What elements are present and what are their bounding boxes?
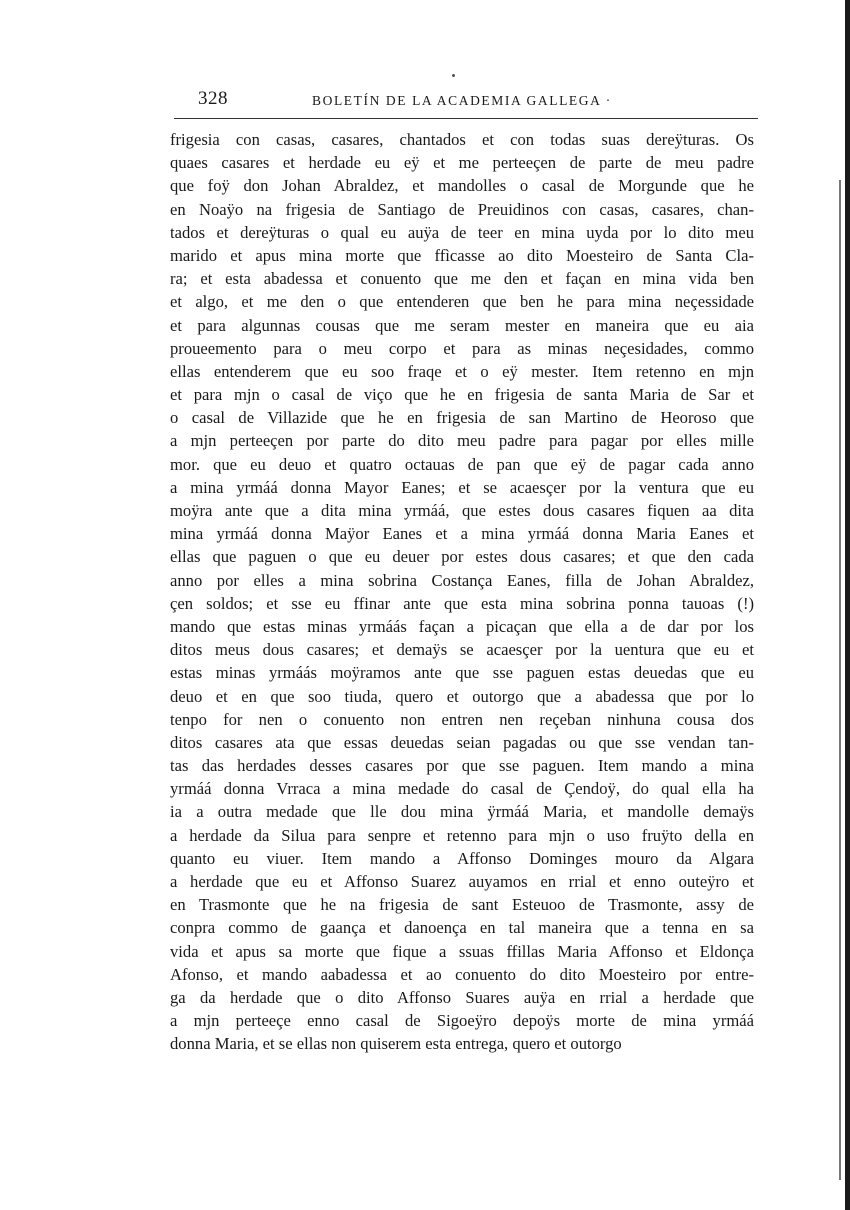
- text-line: et para algunnas cousas que me seram mester en maneira que eu aia: [170, 315, 754, 335]
- running-head: BOLETÍN DE LA ACADEMIA GALLEGA ·: [312, 93, 612, 108]
- text-line: en Trasmonte que he na frigesia de sant Esteuoo de Trasmonte, assy de: [170, 895, 754, 915]
- text-line: ditos casares ata que essas deuedas seian pagadas ou que sse vendan tan-: [170, 732, 754, 752]
- text-line: tas das herdades desses casares por que sse paguen. Item mando a mina: [170, 756, 754, 776]
- text-line: o casal de Villazide que he en frigesia de san Martino de Heoroso que: [170, 408, 754, 428]
- text-line: tados et dereÿturas o qual eu auÿa de teer en mina uyda por lo dito meu: [170, 222, 754, 242]
- text-line: ga da herdade que o dito Affonso Suares auÿa en rrial a herdade que: [170, 987, 754, 1007]
- page-number: 328: [198, 88, 228, 109]
- text-line: quanto eu viuer. Item mando a Affonso Dominges mouro da Algara: [170, 848, 754, 868]
- text-line: donna Maria, et se ellas non quiserem esta entrega, quero et outorgo: [170, 1034, 622, 1054]
- text-line: proueemento para o meu corpo et para as minas neçesidades, commo: [170, 338, 754, 358]
- text-line: a mjn perteeçen por parte do dito meu padre para pagar por elles mille: [170, 431, 754, 451]
- scan-edge-border: [845, 0, 850, 1210]
- text-line: deuo et en que soo tiuda, quero et outorgo que a abadessa que por lo: [170, 686, 754, 706]
- text-line: mor. que eu deuo et quatro octauas de pan que eÿ de pagar cada anno: [170, 454, 754, 474]
- text-line: ellas que paguen o que eu deuer por estes dous casares; et que den cada: [170, 547, 754, 567]
- text-line: quaes casares et herdade eu eÿ et me perteeçen de parte de meu padre: [170, 153, 754, 173]
- text-line: ditos meus dous casares; et demaÿs se acaesçer por la uentura que eu et: [170, 640, 754, 660]
- text-line: frigesia con casas, casares, chantados et con todas suas dereÿturas. Os: [170, 130, 754, 149]
- page-header: [174, 88, 758, 119]
- scan-edge-line: [839, 180, 841, 1180]
- text-line: yrmáá donna Vrraca a mina medade do casal de Çendoÿ, do qual ella ha: [170, 779, 754, 799]
- text-line: a herdade da Silua para senpre et retenno para mjn o uso fruÿto della en: [170, 825, 754, 845]
- text-line: mina yrmáá donna Maÿor Eanes et a mina yrmáá donna Maria Eanes et: [170, 524, 754, 544]
- body-text: [170, 128, 754, 1056]
- text-line: Afonso, et mando aabadessa et ao conuento do dito Moesteiro por entre-: [170, 964, 754, 984]
- text-line: çen soldos; et sse eu ffinar ante que esta mina sobrina ponna tauoas (!): [170, 593, 754, 613]
- text-line: en Noaÿo na frigesia de Santiago de Preuidinos con casas, casares, chan-: [170, 199, 754, 219]
- text-line: et para mjn o casal de viço que he en frigesia de santa Maria de Sar et: [170, 385, 754, 405]
- text-line: vida et apus sa morte que fique a ssuas ffillas Maria Affonso et Eldonça: [170, 941, 754, 961]
- text-line: que foÿ don Johan Abraldez, et mandolles o casal de Morgunde que he: [170, 176, 754, 196]
- text-line: ia a outra medade que lle dou mina ÿrmáá Maria, et mandolle demaÿs: [170, 802, 754, 822]
- text-line: mando que estas minas yrmáás façan a picaçan que ella a de dar por los: [170, 616, 754, 636]
- text-line: marido et apus mina morte que ffìcasse ao dito Moesteiro de Santa Cla-: [170, 245, 754, 265]
- text-line: a herdade que eu et Affonso Suarez auyamos en rrial et enno outeÿro et: [170, 872, 754, 891]
- text-line: tenpo for nen o conuento non entren nen reçeban ninhuna cousa dos: [170, 709, 754, 729]
- text-line: moÿra ante que a dita mina yrmáá, que estes dous casares fiquen aa dita: [170, 501, 754, 520]
- text-line: ellas entenderem que eu soo fraqe et o eÿ mester. Item retenno en mjn: [170, 361, 754, 381]
- print-mark: [452, 74, 455, 77]
- text-line: et algo, et me den o que entenderen que ben he para mina neçessidade: [170, 292, 754, 312]
- text-line: estas minas yrmáás moÿramos ante que sse paguen estas deuedas que eu: [170, 663, 754, 683]
- text-line: ra; et esta abadessa et conuento que me den et façan en mina vida ben: [170, 269, 754, 289]
- text-line: a mina yrmáá donna Mayor Eanes; et se acaesçer por la ventura que eu: [170, 477, 754, 497]
- text-line: anno por elles a mina sobrina Costança Eanes, filla de Johan Abraldez,: [170, 570, 754, 590]
- text-line: conpra commo de gaança et danoença en tal maneira que a tenna en sa: [170, 918, 754, 938]
- text-line: a mjn perteeçe enno casal de Sigoeÿro depoÿs morte de mina yrmáá: [170, 1011, 754, 1031]
